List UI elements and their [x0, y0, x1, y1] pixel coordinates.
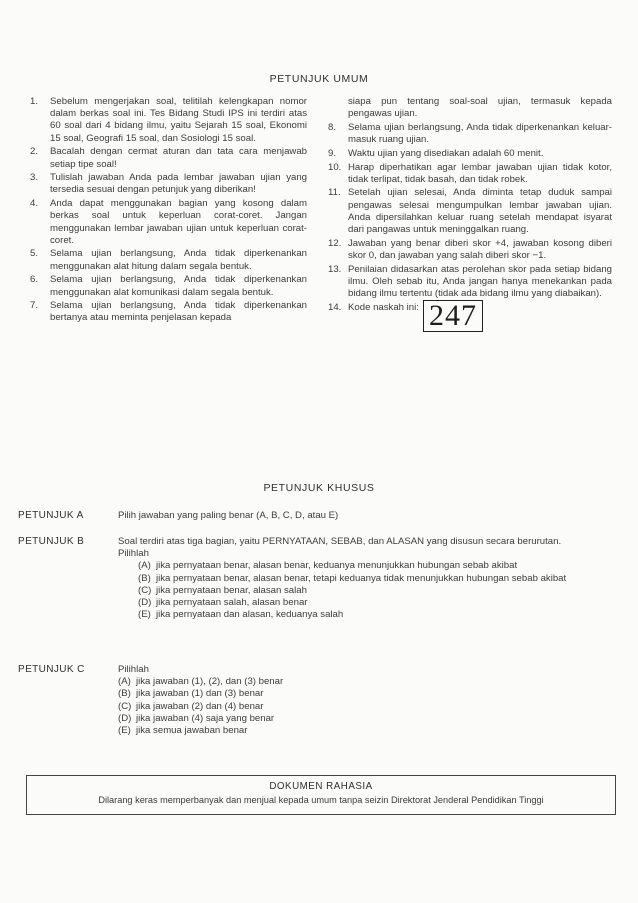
dokumen-rahasia-text: Dilarang keras memperbanyak dan menjual kepada umum tanpa seizin Direktorat Jenderal Pendidikan Tinggi	[98, 795, 544, 805]
petunjuk-a-text: Pilih jawaban yang paling benar (A, B, C, D, atau E)	[118, 510, 339, 521]
option-item: (A) jika pernyataan benar, alasan benar, keduanya menunjukkan hubungan sebab akibat	[138, 560, 518, 572]
list-item: 12. Jawaban yang benar diberi skor +4, jawaban kosong diberi skor 0, dan jawaban yang salah diberi skor −1.	[328, 237, 612, 261]
list-item: 13. Penilaian didasarkan atas perolehan skor pada setiap bidang ilmu. Oleh sebab itu, Anda jangan hanya menekankan pada bidang ilmu tertentu (tidak ada bidang ilmu yang diabaikan).	[328, 263, 612, 300]
option-item: (D) jika pernyataan salah, alasan benar	[138, 597, 308, 609]
dokumen-rahasia-title: DOKUMEN RAHASIA	[269, 781, 373, 792]
petunjuk-c-label: PETUNJUK C	[18, 664, 85, 675]
petunjuk-a-section	[18, 510, 622, 522]
petunjuk-umum-title: PETUNJUK UMUM	[269, 73, 369, 85]
kode-naskah-box: 247	[423, 300, 483, 332]
list-item: 4. Anda dapat menggunakan bagian yang kosong dalam berkas soal untuk keperluan corat-coret. Jangan menggunakan lembar jawaban ujian untuk keperluan corat-coret.	[30, 198, 307, 246]
list-item: 8. Selama ujian berlangsung, Anda tidak diperkenankan keluar-masuk ruang ujian.	[328, 121, 612, 146]
option-item: (A) jika jawaban (1), (2), dan (3) benar	[118, 676, 284, 688]
petunjuk-b-label: PETUNJUK B	[18, 536, 85, 547]
petunjuk-b-section	[18, 536, 622, 621]
list-item: 6. Selama ujian berlangsung, Anda tidak diperkenankan menggunakan alat komunikasi dalam segala bentuk.	[30, 274, 307, 298]
petunjuk-khusus-title: PETUNJUK KHUSUS	[263, 482, 375, 494]
list-item: 7. Selama ujian berlangsung, Anda tidak diperkenankan bertanya atau meminta penjelasan kepada	[30, 300, 307, 324]
petunjuk-b-text: Soal terdiri atas tiga bagian, yaitu PERNYATAAN, SEBAB, dan ALASAN yang disusun secara berurutan. Pilihlah	[118, 536, 562, 560]
petunjuk-a-label: PETUNJUK A	[18, 510, 84, 521]
list-item: 1. Sebelum mengerjakan soal, telitilah kelengkapan nomor dalam berkas soal ini. Tes Bidang Studi IPS ini terdiri atas 60 soal dari 4 bidang ilmu, yaitu Sejarah 15 soal, Ekonomi 15 soal, Geografi 15 soal, dan Sosiologi 15 soal.	[30, 96, 307, 144]
list-item: 9. Waktu ujian yang disediakan adalah 60 menit.	[328, 147, 544, 159]
umum-right-column	[328, 96, 612, 332]
option-item: (E) jika semua jawaban benar	[118, 725, 248, 737]
option-item: (E) jika pernyataan dan alasan, keduanya salah	[138, 609, 344, 621]
option-item: (B) jika pernyataan benar, alasan benar, tetapi keduanya tidak menunjukkan hubungan sebab akibat	[138, 572, 567, 584]
umum-left-column	[30, 96, 307, 326]
petunjuk-c-text: Pilihlah	[118, 664, 149, 675]
option-item: (C) jika pernyataan benar, alasan salah	[138, 584, 307, 596]
list-item: 5. Selama ujian berlangsung, Anda tidak diperkenankan menggunakan alat hitung dalam segala bentuk.	[30, 248, 307, 272]
option-item: (B) jika jawaban (1) dan (3) benar	[118, 688, 264, 700]
item-7-continuation: siapa pun tentang soal-soal ujian, termasuk kepada pengawas ujian.	[348, 96, 612, 120]
kode-naskah-label: Kode naskah ini:	[348, 302, 419, 314]
kode-naskah-row: 14. Kode naskah ini: 247	[328, 302, 612, 332]
list-item: 2. Bacalah dengan cermat aturan dan tata cara menjawab setiap tipe soal!	[30, 146, 307, 170]
option-item: (D) jika jawaban (4) saja yang benar	[118, 712, 275, 724]
dokumen-rahasia-box	[26, 775, 616, 815]
list-item: 3. Tulislah jawaban Anda pada lembar jawaban ujian yang tersedia sesuai dengan petunjuk yang diberikan!	[30, 172, 307, 196]
petunjuk-c-section	[18, 664, 622, 737]
list-item: 10. Harap diperhatikan agar lembar jawaban ujian tidak kotor, tidak terlipat, tidak basah, dan tidak robek.	[328, 161, 612, 185]
list-item: 11. Setelah ujian selesai, Anda diminta tetap duduk sampai pengawas selesai mengumpulkan lembar jawaban ujian. Anda dipersilahkan keluar ruang setelah mendapat isyarat dari pangawas untuk meninggalkan ruang.	[328, 187, 612, 236]
option-item: (C) jika jawaban (2) dan (4) benar	[118, 700, 264, 712]
